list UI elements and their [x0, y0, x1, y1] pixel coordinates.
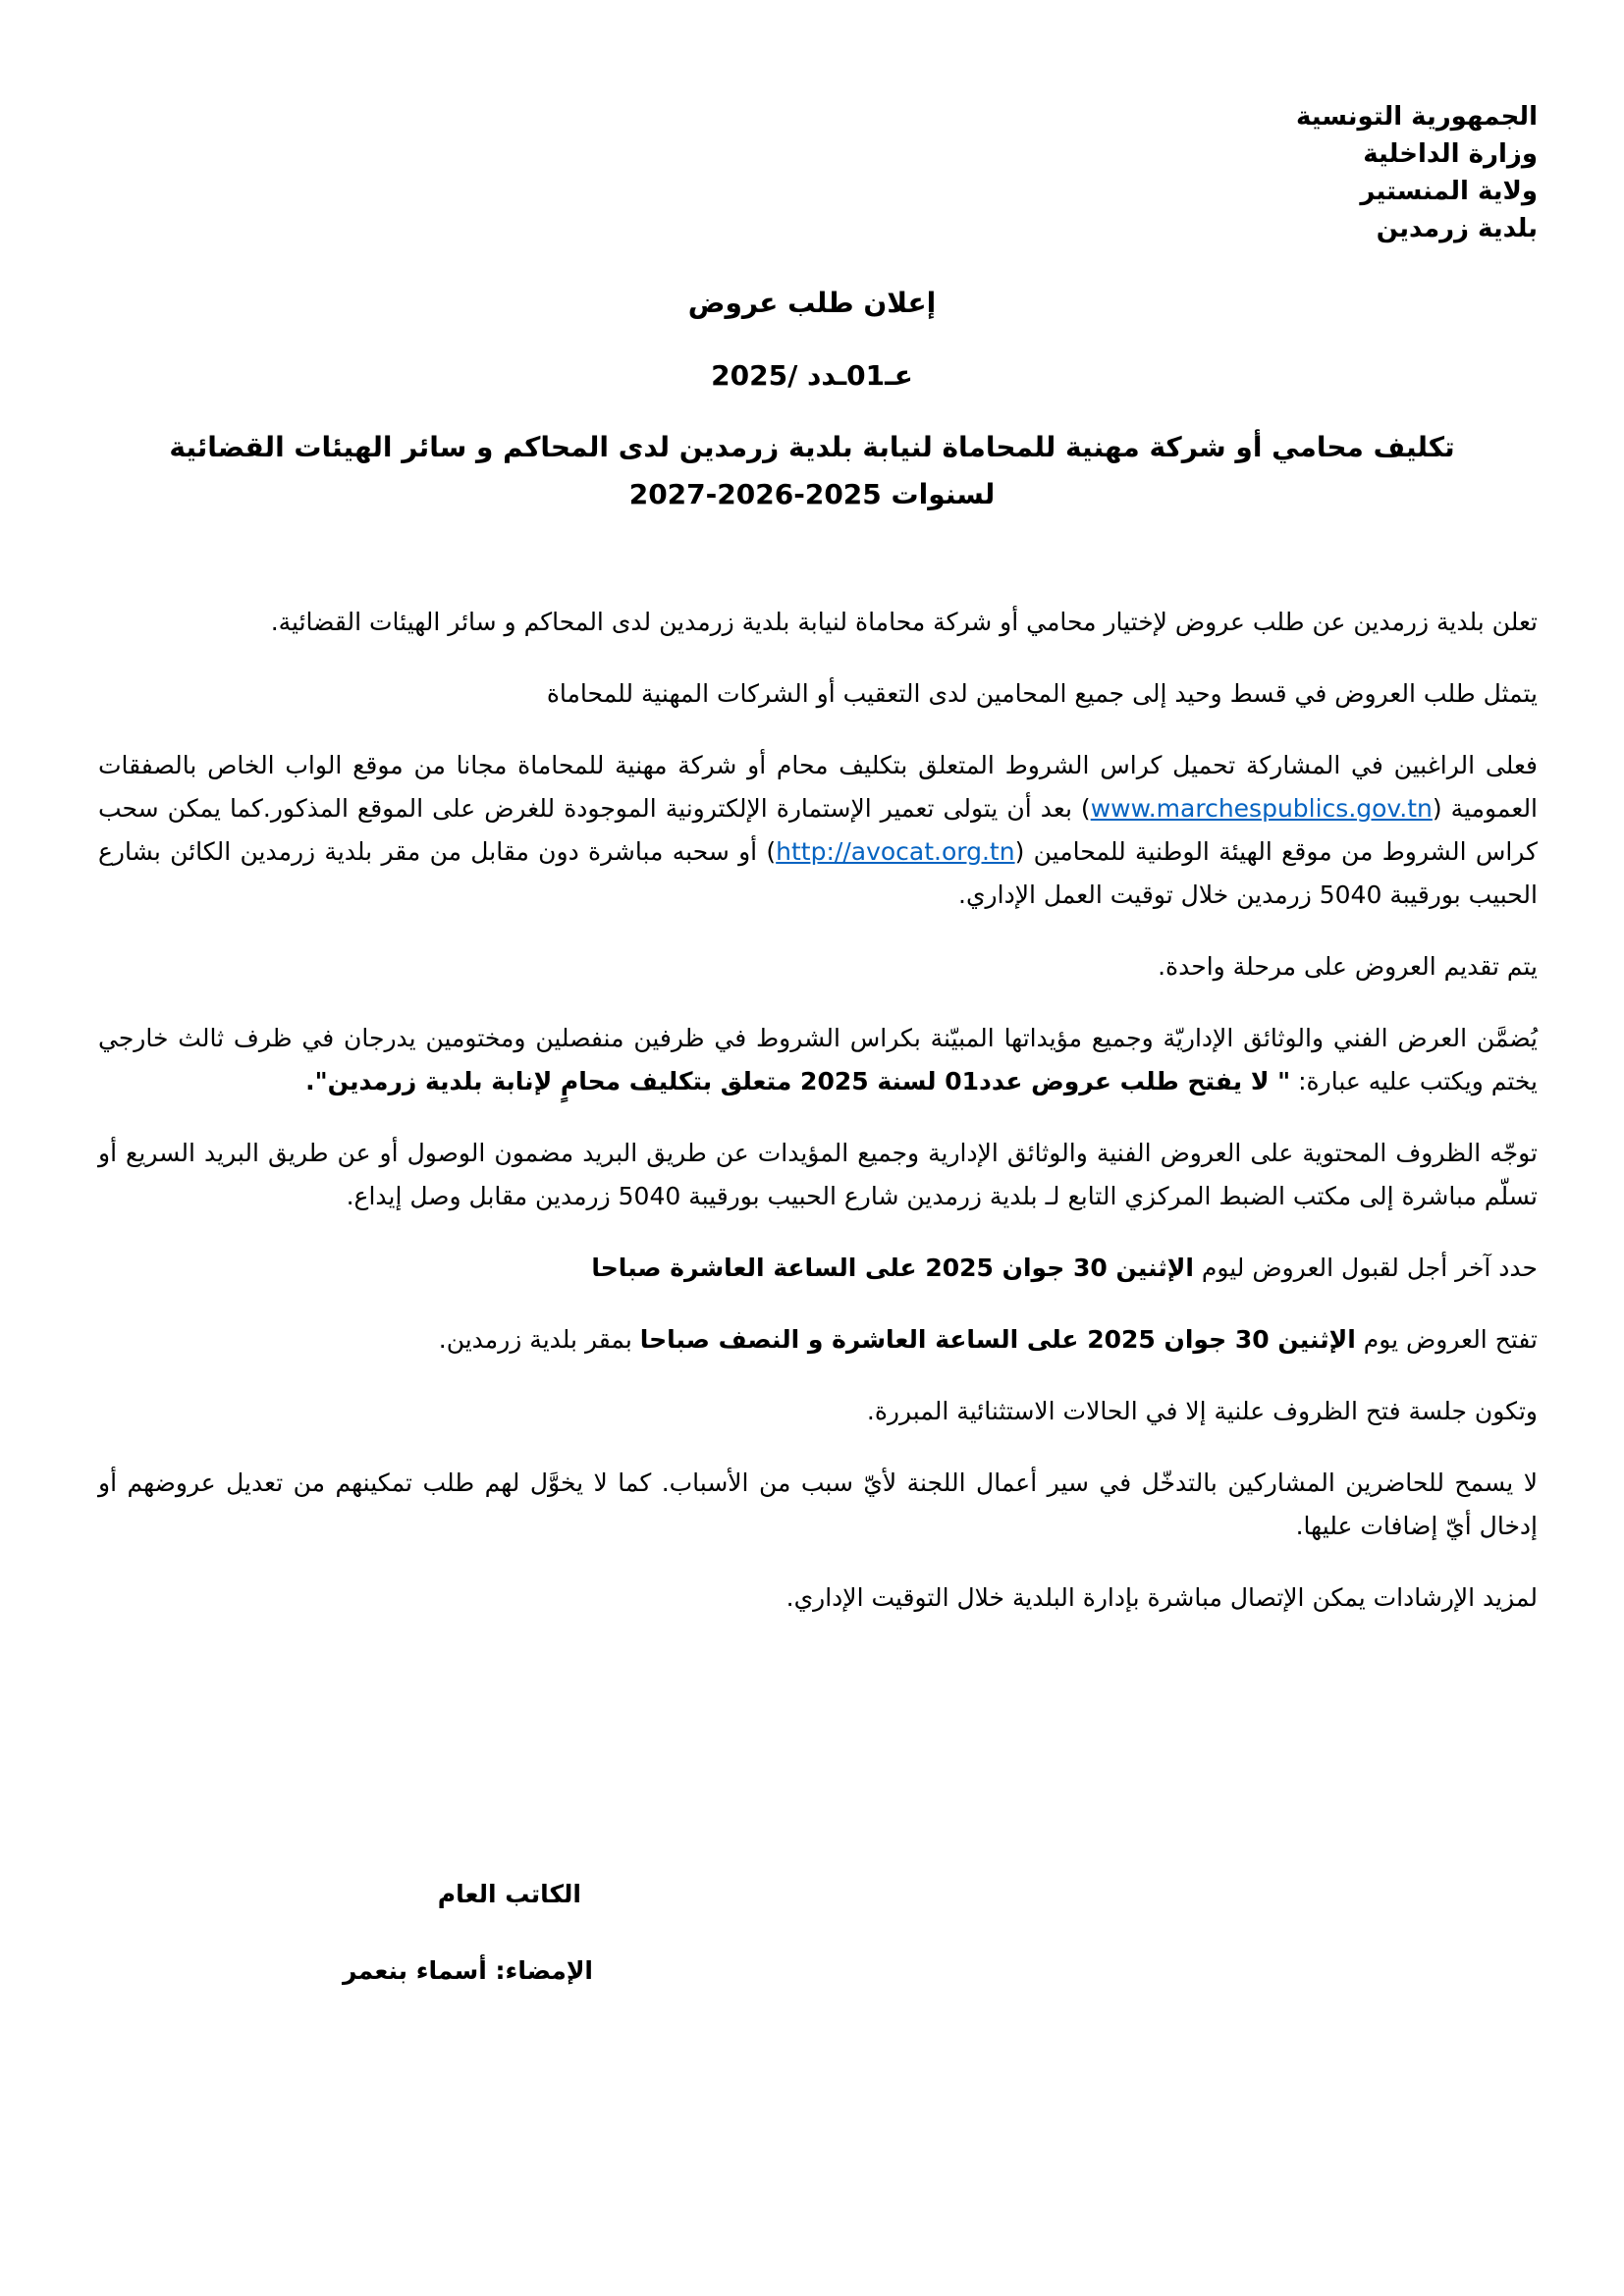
download-text-3: ) أو سحبه مباشرة دون مقابل من مقر بلدية زرمدين الكائن بشارع الحبيب بورقيبة 5040 زرمدين خلال توقيت العمل الإداري.	[98, 837, 1538, 909]
opening-place: بمقر بلدية زرمدين.	[438, 1325, 640, 1354]
letterhead-ministry: وزارة الداخلية	[1363, 139, 1538, 169]
marchespublics-link[interactable]: www.marchespublics.gov.tn	[1090, 794, 1433, 823]
paragraph-delivery: توجّه الظروف المحتوية على العروض الفنية والوثائق الإدارية وجميع المؤيدات عن طريق البريد مضمون الوصول أو عن طريق البريد السريع أو تسلّم مباشرة إلى مكتب الضبط المركزي التابع لـ بلدية زرمدين شارع الحبيب بورقيبة 5040 زرمدين مقابل وصل إيداع.	[98, 1139, 1538, 1210]
reference-number: عـ01ـدد /2025	[711, 359, 913, 392]
paragraph-intro: تعلن بلدية زرمدين عن طلب عروض لإختيار محامي أو شركة محاماة لنيابة بلدية زرمدين لدى المحاكم و سائر الهيئات القضائية.	[270, 608, 1538, 636]
signatory-name: الإمضاء: أسماء بنعمر	[343, 1956, 593, 1985]
document-title: إعلان طلب عروض	[687, 287, 937, 319]
paragraph-public-session: وتكون جلسة فتح الظروف علنية إلا في الحالات الاستثنائية المبررة.	[866, 1397, 1538, 1425]
download-text-1: فعلى الراغبين في المشاركة تحميل كراس الشروط المتعلق بتكليف محام أو شركة مهنية للمحاماة مجانا من موقع الواب الخاص بالصفقات العمومية (	[98, 751, 1539, 823]
paragraph-contact: لمزيد الإرشادات يمكن الإتصال مباشرة بإدارة البلدية خلال التوقيت الإداري.	[785, 1583, 1538, 1612]
paragraph-lot: يتمثل طلب العروض في قسط وحيد إلى جميع المحامين لدى التعقيب أو الشركات المهنية للمحاماة	[546, 679, 1538, 708]
opening-date: الإثنين 30 جوان 2025 على الساعة العاشرة و النصف صباحا	[639, 1325, 1356, 1354]
deadline-date: الإثنين 30 جوان 2025 على الساعة العاشرة صباحا	[591, 1254, 1194, 1282]
letterhead	[1296, 98, 1538, 247]
paragraph-stage: يتم تقديم العروض على مرحلة واحدة.	[1158, 952, 1538, 981]
paragraph-no-intervention: لا يسمح للحاضرين المشاركين بالتدخّل في سير أعمال اللجنة لأيّ سبب من الأسباب. كما لا يخوَّل لهم طلب تمكينهم من تعديل عروضهم أو إدخال أيّ إضافات عليها.	[98, 1468, 1538, 1540]
paragraph-deadline	[98, 1247, 1538, 1290]
paragraph-download	[98, 744, 1538, 917]
paragraph-envelopes	[98, 1017, 1538, 1103]
signature-block	[343, 1875, 593, 1991]
envelope-inscription: " لا يفتح طلب عروض عدد01 لسنة 2025 متعلق بتكليف محامٍ لإنابة بلدية زرمدين".	[305, 1067, 1291, 1095]
paragraph-opening	[98, 1318, 1538, 1362]
announcement-body	[98, 601, 1538, 1648]
signatory-title: الكاتب العام	[437, 1880, 581, 1908]
envelopes-text: يُضمَّن العرض الفني والوثائق الإداريّة وجميع مؤيداتها المبيّنة بكراس الشروط في ظرفين منفصلين ومختومين يدرجان في ظرف ثالث خارجي يختم ويكتب عليه عبارة:	[98, 1024, 1538, 1095]
letterhead-municipality: بلدية زرمدين	[1376, 214, 1538, 243]
tender-subject: تكليف محامي أو شركة مهنية للمحاماة لنيابة بلدية زرمدين لدى المحاكم و سائر الهيئات القضائية لسنوات 2025-2026-2027	[169, 431, 1455, 510]
letterhead-republic: الجمهورية التونسية	[1295, 102, 1538, 132]
opening-text: تفتح العروض يوم	[1355, 1325, 1538, 1354]
letterhead-governorate: ولاية المنستير	[1360, 177, 1538, 206]
avocat-link[interactable]: http://avocat.org.tn	[776, 837, 1015, 866]
deadline-text: حدد آخر أجل لقبول العروض ليوم	[1193, 1254, 1538, 1282]
download-text-2: ) بعد أن يتولى تعمير الإستمارة الإلكترونية الموجودة للغرض على الموقع المذكور.كما يمكن سحب كراس الشروط من موقع الهيئة الوطنية للمحامين (	[98, 794, 1538, 866]
